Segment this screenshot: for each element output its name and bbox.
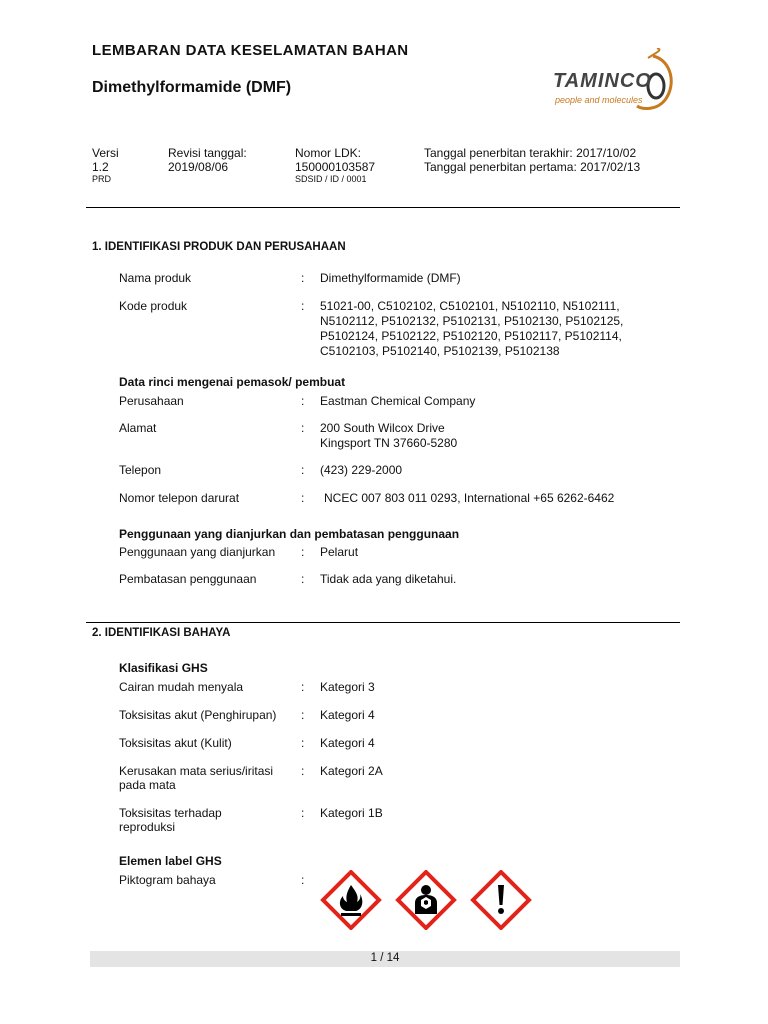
product-title: Dimethylformamide (DMF) [92,79,292,96]
first-issue-date: Tanggal penerbitan pertama: 2017/02/13 [424,160,641,174]
colon: : [301,463,305,477]
emergency-phone-value: NCEC 007 803 011 0293, International +65 6262-6462 [324,491,615,505]
divider [86,207,680,208]
hazard-class-line: Kerusakan mata serius/iritasi [119,764,274,778]
version-note: PRD [92,174,112,184]
ghs-pictograms [318,870,548,930]
revision-label: Revisi tanggal: [168,146,247,160]
logo-tagline: people and molecules [555,95,643,105]
product-name-label: Nama produk [119,271,192,285]
colon: : [301,708,305,722]
hazard-class-label [119,806,222,834]
hazard-class-line: reproduksi [119,820,176,834]
address-value [320,421,457,451]
colon: : [301,394,305,408]
version-value: 1.2 [92,160,109,174]
usage-heading: Penggunaan yang dianjurkan dan pembatasan penggunaan [119,527,460,541]
section-2-heading: 2. IDENTIFIKASI BAHAYA [92,627,231,639]
product-code-label: Kode produk [119,299,188,313]
product-code-line: N5102112, P5102132, P5102131, P5102130, P5102125, [320,314,624,328]
flame-icon [323,872,379,928]
hazard-category: Kategori 1B [320,806,383,820]
ghs-label-heading: Elemen label GHS [119,854,222,868]
version-block [92,146,119,185]
pictogram-label: Piktogram bahaya [119,873,216,887]
product-code-line: C5102103, P5102140, P5102139, P5102138 [320,344,560,358]
product-code-line: P5102124, P5102122, P5102120, P5102117, P5102114, [320,329,622,343]
sdsid-note: SDSID / ID / 0001 [295,174,367,184]
hazard-class-label: Toksisitas akut (Kulit) [119,736,232,750]
phone-value: (423) 229-2000 [320,463,403,477]
colon: : [301,873,305,887]
page-number: 1 / 14 [370,952,400,964]
hazard-class-label [119,764,273,792]
colon: : [301,806,305,820]
product-name-value: Dimethylformamide (DMF) [320,271,461,285]
supplier-heading: Data rinci mengenai pemasok/ pembuat [119,375,346,389]
page-footer [90,951,680,967]
colon: : [301,680,305,694]
colon: : [301,736,305,750]
health-hazard-icon [398,872,454,928]
colon: : [301,491,305,505]
issue-dates-block [424,146,640,174]
revision-date: 2019/08/06 [168,160,229,174]
exclamation-mark-icon [473,872,529,928]
hazard-class-line: Toksisitas terhadap [119,806,222,820]
document-title: LEMBARAN DATA KESELAMATAN BAHAN [92,42,409,59]
logo-wordmark: TAMINCO [553,70,652,92]
phone-label: Telepon [119,463,162,477]
revision-block [168,146,247,174]
product-code-line: 51021-00, C5102102, C5102101, N5102110, N5102111, [320,299,620,313]
address-label: Alamat [119,421,157,435]
address-line: 200 South Wilcox Drive [320,421,445,435]
hazard-category: Kategori 4 [320,736,375,750]
hazard-class-label: Toksisitas akut (Penghirupan) [119,708,277,722]
colon: : [301,545,305,559]
company-logo [545,48,680,114]
emergency-phone-label: Nomor telepon darurat [119,491,240,505]
hazard-category: Kategori 2A [320,764,383,778]
divider [86,622,680,623]
section-1-heading: 1. IDENTIFIKASI PRODUK DAN PERUSAHAAN [92,241,346,253]
restriction-label: Pembatasan penggunaan [119,572,257,586]
hazard-category: Kategori 4 [320,708,375,722]
ldk-block [295,146,375,185]
colon: : [301,572,305,586]
ldk-number: 150000103587 [295,160,376,174]
colon: : [301,299,305,313]
ldk-label: Nomor LDK: [295,146,362,160]
colon: : [301,764,305,778]
ghs-classification-heading: Klasifikasi GHS [119,661,208,675]
restriction-value: Tidak ada yang diketahui. [320,572,457,586]
hazard-class-line: pada mata [119,778,176,792]
recommended-use-value: Pelarut [320,545,359,559]
version-label: Versi [92,146,119,160]
company-value: Eastman Chemical Company [320,394,476,408]
hazard-category: Kategori 3 [320,680,375,694]
address-line: Kingsport TN 37660-5280 [320,436,458,450]
company-label: Perusahaan [119,394,184,408]
hazard-class-label: Cairan mudah menyala [119,680,244,694]
recommended-use-label: Penggunaan yang dianjurkan [119,545,276,559]
last-issue-date: Tanggal penerbitan terakhir: 2017/10/02 [424,146,637,160]
product-code-value [320,299,623,359]
colon: : [301,271,305,285]
colon: : [301,421,305,435]
